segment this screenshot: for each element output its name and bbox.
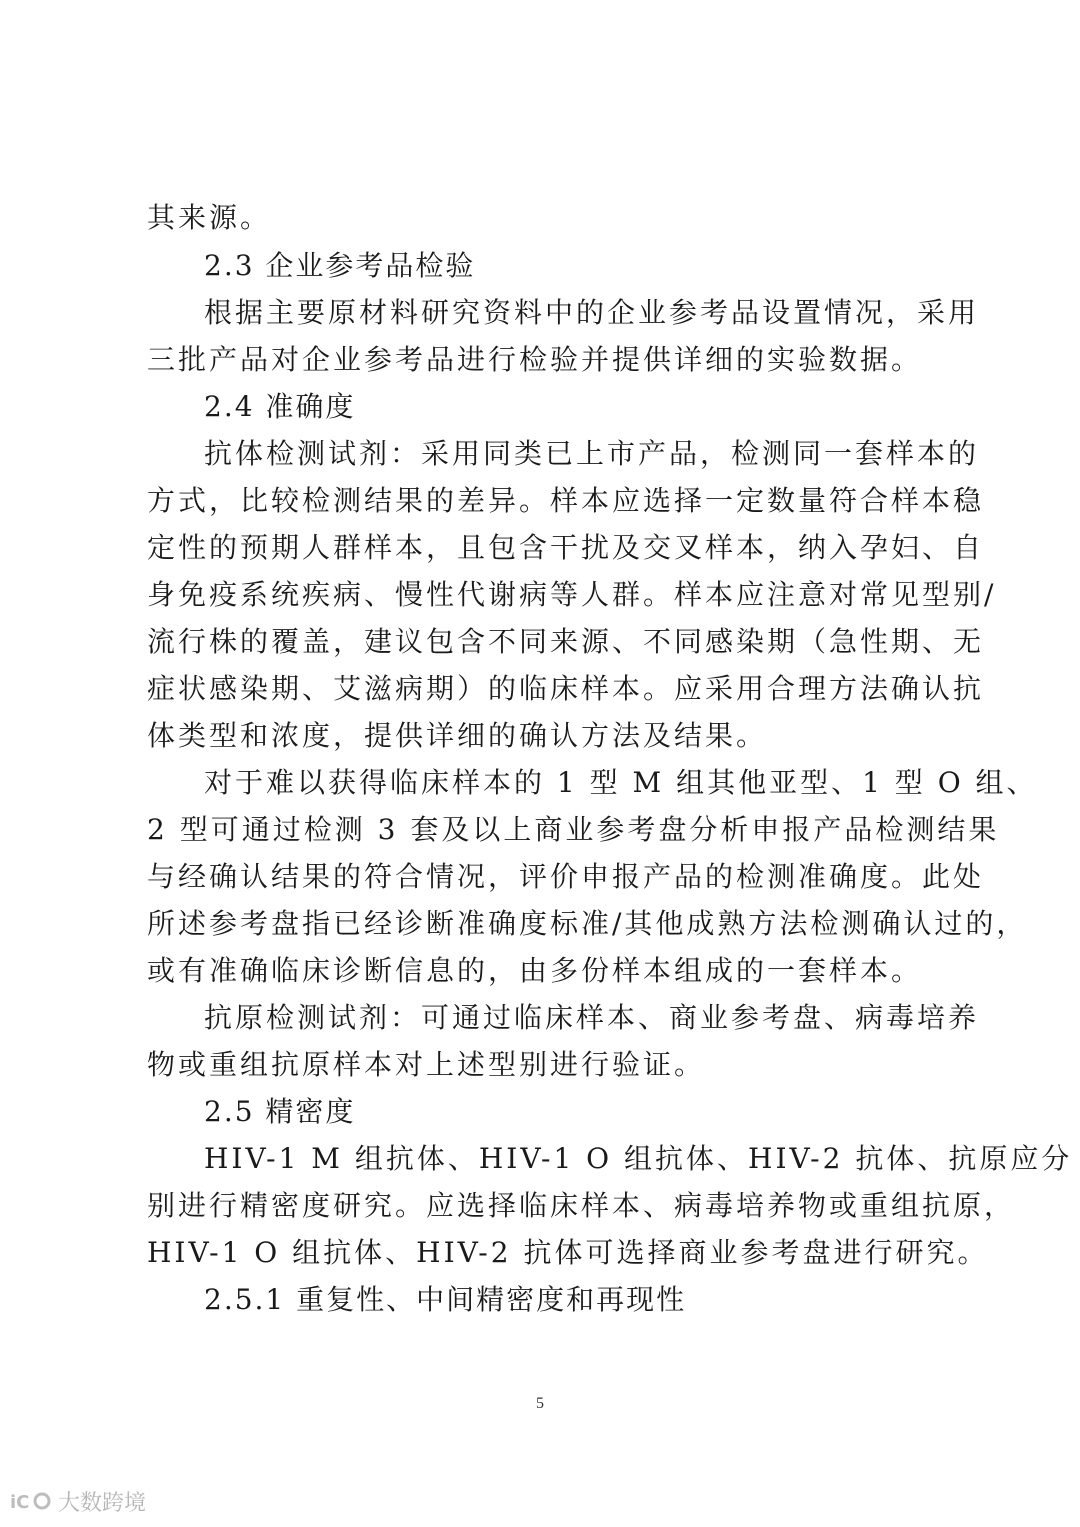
paragraph-line: HIV-1 M 组抗体、HIV-1 O 组抗体、HIV-2 抗体、抗原应分	[204, 1142, 1073, 1175]
paragraph-line: 别进行精密度研究。应选择临床样本、病毒培养物或重组抗原，	[147, 1189, 1016, 1222]
paragraph-line: 与经确认结果的符合情况，评价申报产品的检测准确度。此处	[147, 860, 985, 893]
page-number: 5	[536, 1395, 544, 1412]
paragraph-line: 对于难以获得临床样本的 1 型 M 组其他亚型、1 型 O 组、	[204, 766, 1038, 799]
watermark	[8, 1486, 146, 1516]
paragraph-line: 或有准确临床诊断信息的，由多份样本组成的一套样本。	[147, 954, 923, 987]
paragraph-line: 定性的预期人群样本，且包含干扰及交叉样本，纳入孕妇、自	[147, 531, 985, 564]
paragraph-line: 抗原检测试剂：可通过临床样本、商业参考盘、病毒培养	[204, 1001, 980, 1034]
watermark-logo-icon	[8, 1487, 52, 1515]
paragraph-line: 症状感染期、艾滋病期）的临床样本。应采用合理方法确认抗	[147, 672, 985, 705]
paragraph-line: 体类型和浓度，提供详细的确认方法及结果。	[147, 719, 768, 752]
paragraph-line: 物或重组抗原样本对上述型别进行验证。	[147, 1048, 706, 1081]
section-heading-2-5-1: 2.5.1 重复性、中间精密度和再现性	[204, 1283, 687, 1316]
paragraph-line: 身免疫系统疾病、慢性代谢病等人群。样本应注意对常见型别/	[147, 578, 997, 611]
paragraph-line: 所述参考盘指已经诊断准确度标准/其他成熟方法检测确认过的，	[147, 907, 1028, 940]
paragraph-line: 方式，比较检测结果的差异。样本应选择一定数量符合样本稳	[147, 484, 985, 517]
watermark-text: 大数跨境	[58, 1490, 147, 1516]
paragraph-line: 流行株的覆盖，建议包含不同来源、不同感染期（急性期、无	[147, 625, 985, 658]
paragraph-line: 抗体检测试剂：采用同类已上市产品，检测同一套样本的	[204, 437, 980, 470]
section-heading-2-4: 2.4 准确度	[204, 390, 356, 423]
paragraph-line: 其来源。	[147, 201, 272, 234]
paragraph-line: 三批产品对企业参考品进行检验并提供详细的实验数据。	[147, 343, 923, 376]
paragraph-line: 根据主要原材料研究资料中的企业参考品设置情况，采用	[204, 296, 980, 329]
section-heading-2-3: 2.3 企业参考品检验	[204, 249, 476, 282]
paragraph-line: 2 型可通过检测 3 套及以上商业参考盘分析申报产品检测结果	[147, 813, 1000, 846]
watermark-logo-text: iC	[10, 1492, 30, 1513]
section-heading-2-5: 2.5 精密度	[204, 1095, 356, 1128]
paragraph-line: HIV-1 O 组抗体、HIV-2 抗体可选择商业参考盘进行研究。	[147, 1236, 989, 1269]
